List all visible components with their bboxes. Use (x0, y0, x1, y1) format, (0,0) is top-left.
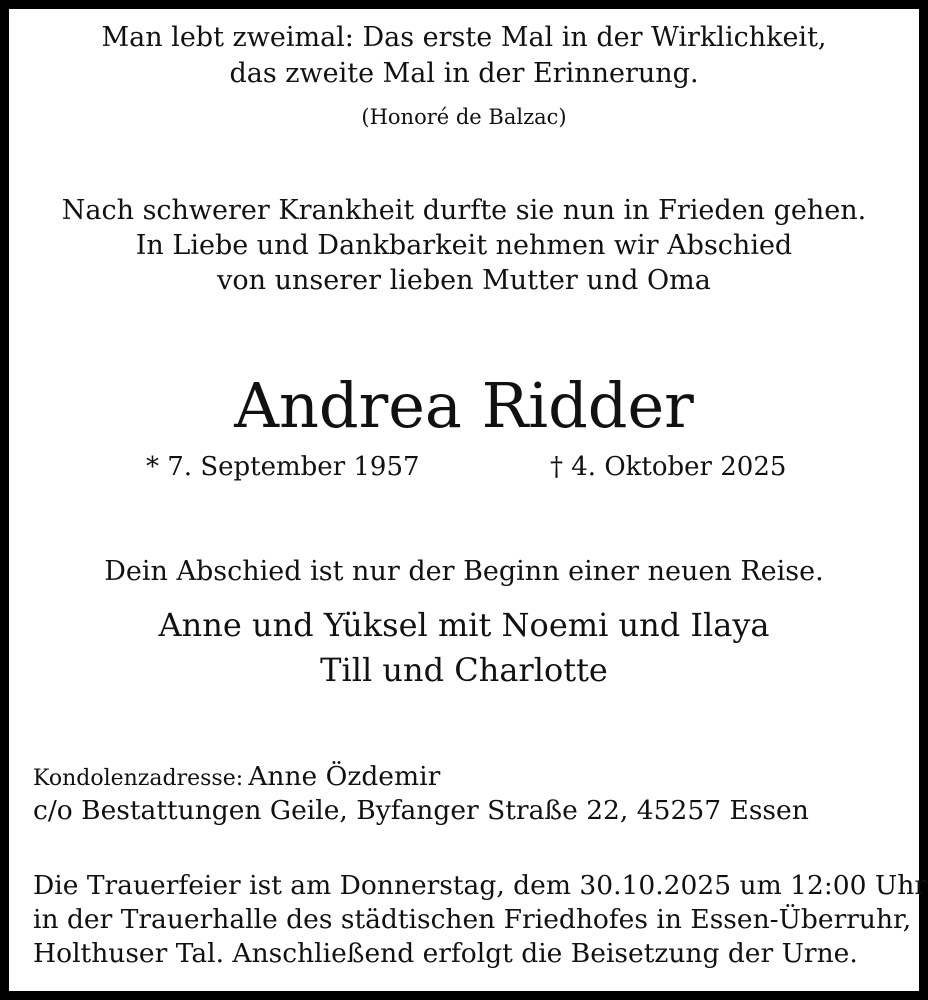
condolence-heading (33, 761, 441, 792)
intro-line-2: In Liebe und Dankbarkeit nehmen wir Abschied (135, 230, 793, 261)
quote-line-1: Man lebt zweimal: Das erste Mal in der Wirklichkeit, (101, 22, 827, 53)
deceased-name: Andrea Ridder (234, 369, 694, 442)
farewell-line: Dein Abschied ist nur der Beginn einer neuen Reise. (104, 556, 824, 587)
condolence-label: Kondolenzadresse: (33, 766, 244, 791)
condolence-name: Anne Özdemir (248, 761, 441, 792)
service-line-2: in der Trauerhalle des städtischen Friedhofes in Essen-Überruhr, (33, 904, 912, 935)
quote-line-2: das zweite Mal in der Erinnerung. (229, 58, 699, 89)
service-line-3: Holthuser Tal. Anschließend erfolgt die Beisetzung der Urne. (33, 938, 858, 969)
intro-line-1: Nach schwerer Krankheit durfte sie nun in Frieden gehen. (61, 195, 867, 226)
birth-date: * 7. September 1957 (146, 452, 420, 482)
mourners-line-2: Till und Charlotte (320, 651, 608, 689)
quote-author: (Honoré de Balzac) (361, 105, 567, 129)
intro-line-3: von unserer lieben Mutter und Oma (217, 265, 711, 296)
mourners-line-1: Anne und Yüksel mit Noemi und Ilaya (158, 606, 770, 644)
death-date: † 4. Oktober 2025 (550, 452, 787, 482)
service-line-1: Die Trauerfeier ist am Donnerstag, dem 30.10.2025 um 12:00 Uhr (33, 870, 927, 901)
condolence-address: c/o Bestattungen Geile, Byfanger Straße 22, 45257 Essen (33, 795, 809, 826)
